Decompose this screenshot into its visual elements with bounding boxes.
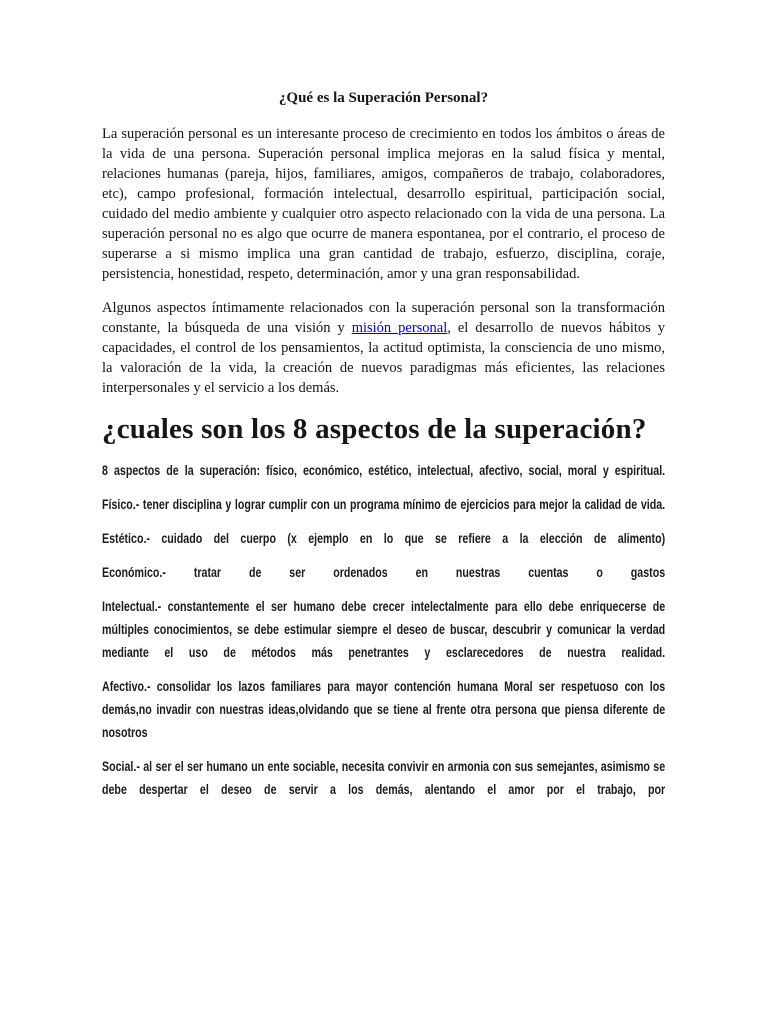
aspect-paragraph-economico: Económico.- tratar de ser ordenados en nuestras cuentas o gastos [102, 564, 666, 580]
document-title: ¿Qué es la Superación Personal? [278, 90, 489, 106]
aspects-intro-paragraph [102, 298, 665, 398]
intro-paragraph: La superación personal es un interesante proceso de crecimiento en todos los ámbitos o áreas de la vida de una persona. Superación personal implica mejoras en la salud física y mental, relaciones humanas (pareja, hijos, familiares, amigos, compañeros de trabajo, colaboradores, etc), campo profesional, formación intelectual, desarrollo espiritual, participación social, cuidado del medio ambiente y cualquier otro aspecto relacionado con la vida de una persona. La superación personal no es algo que ocurre de manera espontanea, por el contrario, el proceso de superarse a si mismo implica una gran cantidad de trabajo, esfuerzo, disciplina, coraje, persistencia, honestidad, respeto, determinación, amor y una gran responsabilidad. [102, 126, 665, 282]
aspect-paragraph-afectivo: Afectivo.- consolidar los lazos familiares para mayor contención humana Moral ser respetuoso con los demás,no invadir con nuestras ideas,olvidando que se tiene al frente otra persona que piensa diferente de nosotros [102, 678, 666, 740]
paragraph2-text-after-link: , el desarrollo de nuevos hábitos y capacidades, el control de los pensamientos, la actitud optimista, la consciencia de uno mismo, la valoración de la vida, la creación de nuevos paradigmas más eficientes, las relaciones interpersonales y el servicio a los demás. [102, 320, 666, 396]
section-heading: ¿cuales son los 8 aspectos de la superación? [102, 413, 647, 445]
aspect-paragraph-intelectual: Intelectual.- constantemente el ser humano debe crecer intelectalmente para ello debe enriquecerse de múltiples conocimientos, se debe estimular siempre el deseo de buscar, descubrir y comunicar la verdad mediante el uso de métodos más penetrantes y esclarecedores de nuestra realidad. [102, 598, 666, 660]
aspect-paragraph-list: 8 aspectos de la superación: físico, económico, estético, intelectual, afectivo, social, moral y espiritual. [102, 462, 666, 478]
aspect-paragraph-social: Social.- al ser el ser humano un ente sociable, necesita convivir en armonia con sus semejantes, asimismo se debe despertar el deseo de servir a los demás, alentando el amor por el trabajo, por [102, 758, 666, 797]
aspect-paragraph-estetico: Estético.- cuidado del cuerpo (x ejemplo en lo que se refiere a la elección de alimento) [102, 530, 666, 546]
mision-personal-link[interactable]: misión personal [351, 320, 448, 336]
paragraph2-text-before-link: Algunos aspectos íntimamente relacionados con la superación personal son la transformación constante, la búsqueda de una visión y [102, 300, 665, 336]
aspect-paragraph-fisico: Físico.- tener disciplina y lograr cumplir con un programa mínimo de ejercicios para mejor la calidad de vida. [102, 496, 666, 512]
